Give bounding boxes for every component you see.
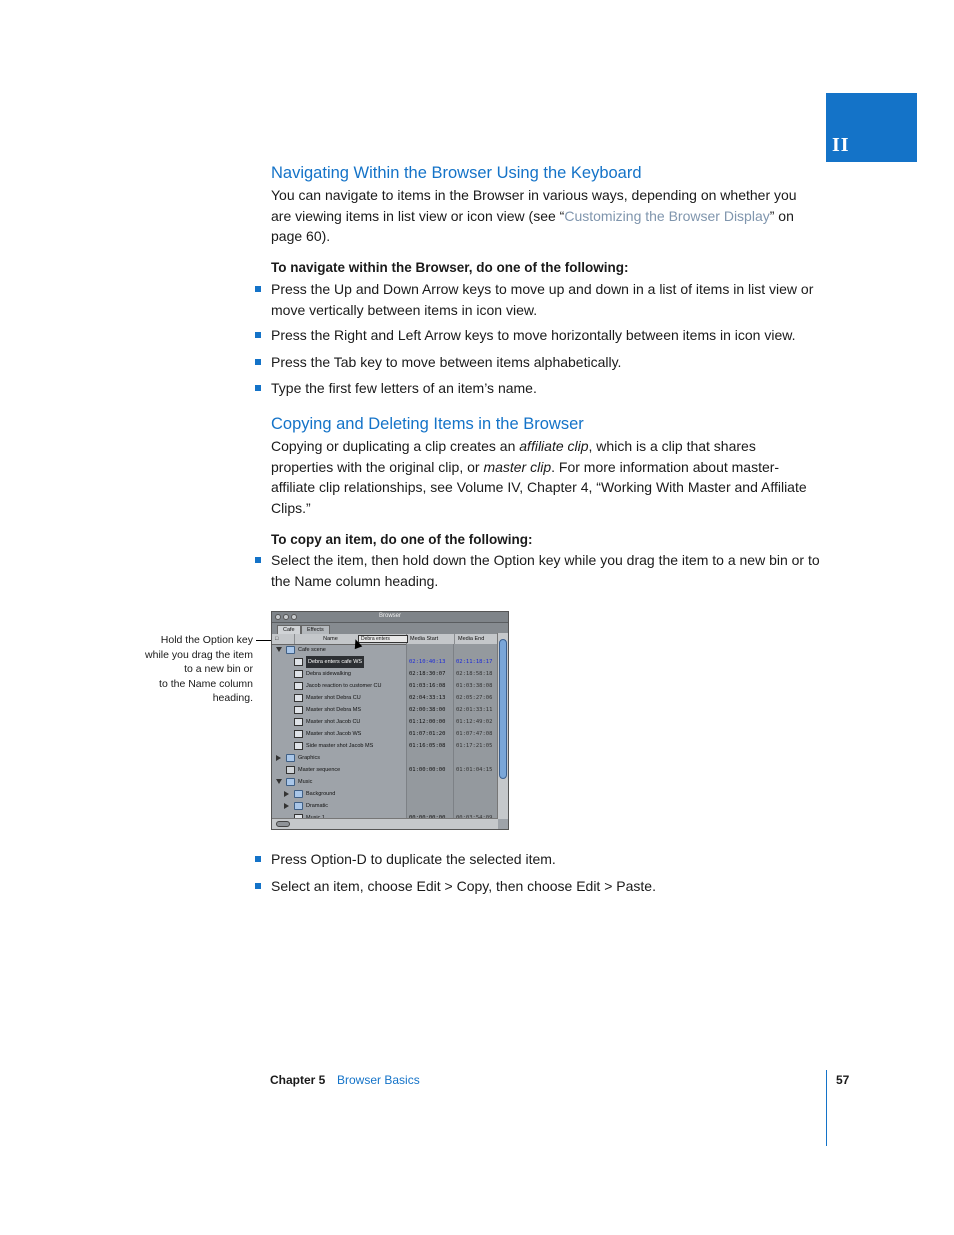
item-name: Jacob reaction to customer CU	[306, 683, 382, 689]
media-start-value: 01:07:01:20	[409, 731, 446, 737]
column-header-name[interactable]: Name	[294, 634, 406, 644]
browser-row[interactable]	[272, 728, 498, 740]
clip-icon	[294, 718, 303, 726]
section2-paragraph: Copying or duplicating a clip creates an affiliate clip, which is a clip that shares properties with the original clip, or master clip. For more information about master-affiliate clip relationships, see Volume IV, Chapter 4, “Working With Master and Affiliate Clips.”	[271, 438, 807, 516]
section2-bullets-before	[271, 550, 831, 591]
section1-paragraph: You can navigate to items in the Browser in various ways, depending on whether you are viewing items in list view or icon view (see “Customizing the Browser Display” on page 60).	[271, 187, 797, 244]
browser-list	[272, 644, 498, 819]
list-item: Press Option-D to duplicate the selected item.	[271, 849, 831, 870]
bullet-icon	[255, 557, 261, 563]
column-header-icon[interactable]: □	[275, 636, 279, 642]
bullet-icon	[255, 883, 261, 889]
bin-icon	[294, 790, 303, 798]
bin-icon	[286, 754, 295, 762]
window-titlebar	[272, 612, 508, 623]
list-item: Type the first few letters of an item’s name.	[271, 378, 831, 399]
scroll-thumb[interactable]	[499, 639, 507, 779]
tab-cafe[interactable]: Cafe	[277, 625, 301, 634]
item-name: Background	[306, 791, 336, 797]
browser-row[interactable]	[272, 668, 498, 680]
browser-row[interactable]	[272, 800, 498, 812]
browser-row[interactable]	[272, 788, 498, 800]
figure-caption: Hold the Option key while you drag the item to a new bin or to the Name column heading.	[145, 634, 253, 705]
clip-icon	[294, 670, 303, 678]
sequence-icon	[286, 766, 295, 774]
media-start-value: 01:03:16:08	[409, 683, 446, 689]
browser-row[interactable]	[272, 716, 498, 728]
section1-bullets	[271, 279, 831, 399]
browser-row[interactable]	[272, 740, 498, 752]
bullet-icon	[255, 856, 261, 862]
cross-reference-link[interactable]: Customizing the Browser Display	[564, 207, 770, 224]
item-name: Debra sidewalking	[306, 671, 351, 677]
horizontal-scrollbar[interactable]	[272, 818, 498, 829]
media-end-value: 01:17:21:05	[456, 743, 493, 749]
disclosure-open-icon[interactable]	[276, 647, 282, 652]
browser-row[interactable]	[272, 656, 498, 668]
list-item: Press the Up and Down Arrow keys to move up and down in a list of items in list view or move vertically between items in icon view.	[271, 279, 831, 320]
media-start-value: 02:04:33:13	[409, 695, 446, 701]
browser-row[interactable]	[272, 644, 498, 656]
bullet-icon	[255, 385, 261, 391]
clip-icon	[294, 706, 303, 714]
media-end-value: 01:01:04:15	[456, 767, 493, 773]
media-end-value: 02:18:58:18	[456, 671, 493, 677]
page-number: 57	[836, 1073, 850, 1087]
media-end-value: 02:05:27:06	[456, 695, 493, 701]
item-name: Graphics	[298, 755, 321, 761]
clip-icon	[294, 730, 303, 738]
clip-icon	[294, 694, 303, 702]
item-name: Master shot Debra MS	[306, 707, 362, 713]
disclosure-open-icon[interactable]	[276, 779, 282, 784]
item-name: Music	[298, 779, 313, 785]
bin-icon	[286, 646, 295, 654]
list-item: Press the Right and Left Arrow keys to move horizontally between items in icon view.	[271, 325, 831, 346]
section2-lead: To copy an item, do one of the following:	[271, 532, 533, 547]
item-name: Master sequence	[298, 767, 341, 773]
browser-row[interactable]	[272, 680, 498, 692]
list-item: Select the item, then hold down the Option key while you drag the item to a new bin or to the Name column heading.	[271, 550, 831, 591]
column-header-media-end[interactable]: Media End	[454, 634, 500, 644]
browser-row[interactable]	[272, 752, 498, 764]
tab-effects[interactable]: Effects	[301, 625, 330, 634]
browser-tabs	[272, 623, 508, 634]
media-end-value: 01:12:49:02	[456, 719, 493, 725]
list-item: Press the Tab key to move between items alphabetically.	[271, 352, 831, 373]
media-start-value: 01:12:00:00	[409, 719, 446, 725]
browser-row[interactable]	[272, 764, 498, 776]
list-item: Select an item, choose Edit > Copy, then choose Edit > Paste.	[271, 876, 831, 897]
clip-icon	[294, 742, 303, 750]
item-name: Master shot Debra CU	[306, 695, 361, 701]
bullet-icon	[255, 359, 261, 365]
section2-bullets-after	[271, 849, 831, 896]
media-start-value: 02:18:30:07	[409, 671, 446, 677]
browser-row[interactable]	[272, 704, 498, 716]
window-title: Browser	[378, 613, 401, 619]
footer-chapter-title[interactable]: Browser Basics	[337, 1073, 420, 1087]
item-name: Side master shot Jacob MS	[306, 743, 374, 749]
disclosure-closed-icon[interactable]	[276, 755, 281, 761]
disclosure-closed-icon[interactable]	[284, 791, 289, 797]
media-end-value: 02:01:33:11	[456, 707, 493, 713]
browser-window	[271, 611, 509, 830]
item-name: Cafe scene	[298, 647, 326, 653]
bullet-icon	[255, 332, 261, 338]
media-start-value: 01:00:00:00	[409, 767, 446, 773]
vertical-scrollbar[interactable]	[497, 633, 508, 819]
section-heading-navigating: Navigating Within the Browser Using the Keyboard	[271, 164, 642, 182]
media-start-value: 01:16:05:08	[409, 743, 446, 749]
media-end-value: 01:03:38:08	[456, 683, 493, 689]
browser-row[interactable]	[272, 776, 498, 788]
item-name: Master shot Jacob WS	[306, 731, 362, 737]
item-name: Dramatic	[306, 803, 329, 809]
media-start-value: 02:10:40:13	[409, 659, 446, 665]
clip-icon	[294, 658, 303, 666]
dragged-item-label: Debra enters	[358, 635, 408, 643]
footer-rule	[826, 1070, 827, 1146]
column-header-media-start[interactable]: Media Start	[406, 634, 454, 644]
bin-icon	[286, 778, 295, 786]
item-name: Master shot Jacob CU	[306, 719, 361, 725]
item-name: Debra enters cafe WS	[306, 656, 364, 668]
clip-icon	[294, 682, 303, 690]
browser-row[interactable]	[272, 692, 498, 704]
media-start-value: 02:00:38:00	[409, 707, 446, 713]
scroll-thumb[interactable]	[276, 821, 290, 827]
disclosure-closed-icon[interactable]	[284, 803, 289, 809]
section1-lead: To navigate within the Browser, do one of the following:	[271, 260, 629, 275]
part-tab: II	[826, 93, 917, 162]
bullet-icon	[255, 286, 261, 292]
media-end-value: 01:07:47:08	[456, 731, 493, 737]
section-heading-copying: Copying and Deleting Items in the Browser	[271, 415, 584, 433]
bin-icon	[294, 802, 303, 810]
footer-chapter: Chapter 5	[270, 1073, 326, 1087]
media-end-value: 02:11:18:17	[456, 659, 493, 665]
